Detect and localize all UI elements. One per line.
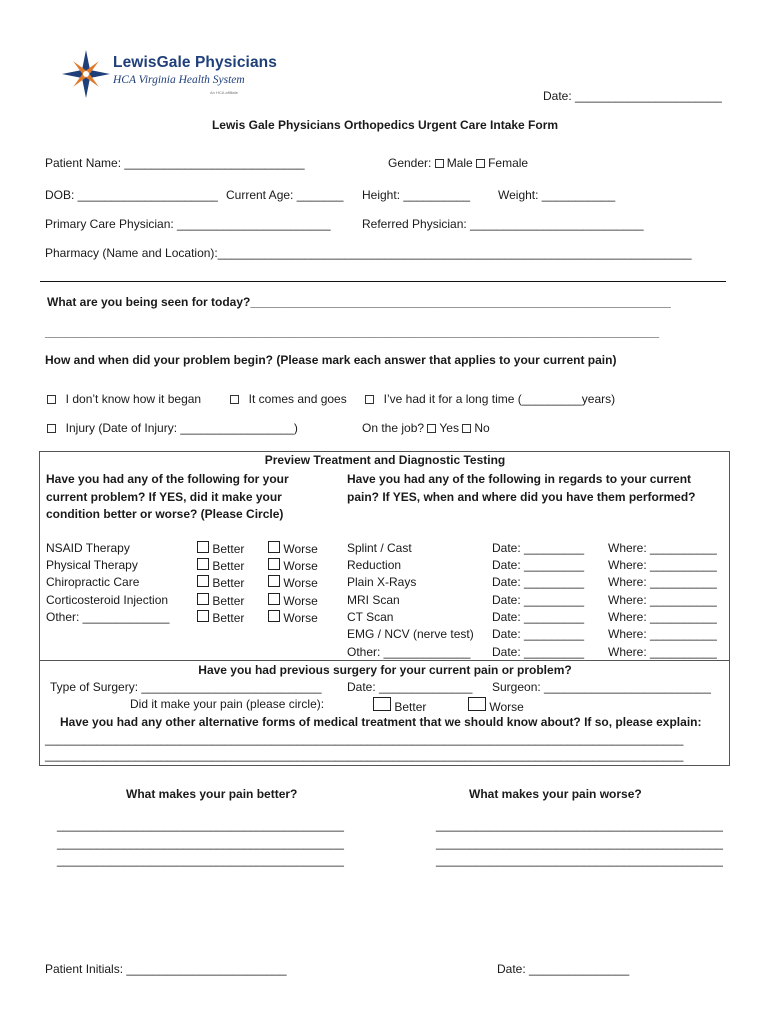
worse-label: Worse	[283, 559, 318, 573]
height-field[interactable]: Height: __________	[362, 188, 471, 202]
right-question-line: pain? If YES, when and where did you have them performed?	[347, 489, 696, 504]
pain-worse-line[interactable]: ___________________________________________	[436, 818, 723, 832]
right-question-line: Have you had any of the following in regards to your current	[347, 472, 692, 486]
date-field[interactable]: Date: ______________________	[543, 89, 722, 103]
female-label: Female	[488, 156, 529, 170]
test-date-field[interactable]: Date: _________	[492, 541, 585, 555]
treatment-label: Corticosteroid Injection	[46, 593, 169, 607]
on-job-label: On the job?	[362, 421, 425, 435]
worse-checkbox[interactable]	[268, 610, 280, 622]
comes-goes-checkbox[interactable]	[230, 395, 239, 404]
treatment-label: NSAID Therapy	[46, 541, 130, 555]
surgery-better-option[interactable]	[373, 697, 426, 714]
injury-label: Injury (Date of Injury: _________________)	[65, 421, 298, 435]
surgeon-field[interactable]: Surgeon: _________________________	[492, 680, 711, 694]
better-label: Better	[212, 594, 245, 608]
worse-option[interactable]	[268, 541, 318, 556]
surgery-better-label: Better	[394, 700, 427, 714]
test-date-field[interactable]: Date: _________	[492, 645, 585, 659]
pain-better-label: What makes your pain better?	[126, 787, 298, 801]
treatment-label[interactable]: Other: _____________	[46, 610, 170, 624]
footer-date-field[interactable]: Date: _______________	[497, 962, 630, 976]
on-job-no-checkbox[interactable]	[462, 424, 471, 433]
box-mid-border	[39, 660, 730, 661]
test-date-field[interactable]: Date: _________	[492, 575, 585, 589]
test-label: Reduction	[347, 558, 402, 572]
test-where-field[interactable]: Where: __________	[608, 627, 717, 641]
surgery-better-checkbox[interactable]	[373, 697, 391, 711]
divider	[40, 281, 726, 282]
referred-physician-field[interactable]: Referred Physician: __________________________	[362, 217, 644, 231]
test-where-field[interactable]: Where: __________	[608, 593, 717, 607]
dont-know-checkbox[interactable]	[47, 395, 56, 404]
gender-field	[388, 156, 528, 170]
worse-option[interactable]	[268, 610, 318, 625]
brand-tagline: An HCA affiliate	[210, 90, 238, 95]
weight-field[interactable]: Weight: ___________	[498, 188, 616, 202]
pain-worse-line[interactable]: ___________________________________________	[436, 853, 723, 867]
pcp-field[interactable]: Primary Care Physician: _______________________	[45, 217, 331, 231]
better-checkbox[interactable]	[197, 575, 209, 587]
left-question-line: Have you had any of the following for your	[46, 472, 289, 486]
yes-label: Yes	[439, 421, 459, 435]
better-checkbox[interactable]	[197, 593, 209, 605]
left-question	[46, 471, 289, 524]
patient-initials-field[interactable]: Patient Initials: ________________________	[45, 962, 287, 976]
test-where-field[interactable]: Where: __________	[608, 610, 717, 624]
pain-worse-label: What makes your pain worse?	[469, 787, 642, 801]
test-date-field[interactable]: Date: _________	[492, 627, 585, 641]
current-age-field[interactable]: Current Age: _______	[226, 188, 344, 202]
test-where-field[interactable]: Where: __________	[608, 645, 717, 659]
better-label: Better	[212, 559, 245, 573]
test-label[interactable]: Other: _____________	[347, 645, 471, 659]
test-label: Plain X-Rays	[347, 575, 417, 589]
pharmacy-field[interactable]: Pharmacy (Name and Location):_______________________________________________________________________	[45, 246, 692, 260]
seen-for-question[interactable]: What are you being seen for today?_______________________________________________________________	[47, 295, 671, 309]
how-when-question: How and when did your problem begin? (Please mark each answer that applies to your current pain)	[45, 353, 617, 367]
patient-name-field[interactable]: Patient Name: ___________________________	[45, 156, 305, 170]
male-label: Male	[446, 156, 473, 170]
worse-checkbox[interactable]	[268, 541, 280, 553]
surgery-worse-option[interactable]	[468, 697, 524, 714]
male-checkbox[interactable]	[435, 159, 444, 168]
gender-label: Gender:	[388, 156, 432, 170]
option-injury	[47, 421, 298, 435]
worse-checkbox[interactable]	[268, 558, 280, 570]
better-checkbox[interactable]	[197, 610, 209, 622]
option-dont-know	[47, 392, 201, 406]
box-bottom-border	[39, 765, 730, 766]
alt-treatment-line[interactable]: ___________________________________________________________________________________________________	[45, 749, 684, 762]
box-left-border	[39, 451, 40, 766]
surgery-worse-label: Worse	[489, 700, 524, 714]
surgery-type-field[interactable]: Type of Surgery: ___________________________	[50, 680, 322, 694]
surgery-worse-checkbox[interactable]	[468, 697, 486, 711]
better-option[interactable]	[197, 593, 244, 608]
surgery-outcome-label: Did it make your pain (please circle):	[130, 697, 325, 711]
worse-label: Worse	[283, 594, 318, 608]
pain-better-line[interactable]: ___________________________________________	[57, 836, 344, 850]
on-job-field	[362, 421, 490, 435]
dont-know-label: I don’t know how it began	[65, 392, 202, 406]
option-long-time	[365, 392, 615, 406]
female-checkbox[interactable]	[476, 159, 485, 168]
injury-checkbox[interactable]	[47, 424, 56, 433]
worse-option[interactable]	[268, 575, 318, 590]
test-date-field[interactable]: Date: _________	[492, 610, 585, 624]
left-question-line: condition better or worse? (Please Circle)	[46, 507, 284, 521]
test-where-field[interactable]: Where: __________	[608, 541, 717, 555]
option-comes-goes	[230, 392, 347, 406]
brand-subtitle: HCA Virginia Health System	[113, 74, 245, 86]
alt-treatment-line[interactable]: ___________________________________________________________________________________________________	[45, 733, 684, 746]
better-label: Better	[212, 542, 245, 556]
test-label: EMG / NCV (nerve test)	[347, 627, 474, 641]
test-date-field[interactable]: Date: _________	[492, 593, 585, 607]
surgery-date-field[interactable]: Date: ______________	[347, 680, 473, 694]
pain-better-line[interactable]: ___________________________________________	[57, 818, 344, 832]
worse-label: Worse	[283, 611, 318, 625]
test-date-field[interactable]: Date: _________	[492, 558, 585, 572]
brand-name: LewisGale Physicians	[113, 54, 277, 71]
better-option[interactable]	[197, 541, 244, 556]
test-label: MRI Scan	[347, 593, 400, 607]
right-question	[347, 471, 696, 506]
no-label: No	[474, 421, 490, 435]
testing-section-title: Preview Treatment and Diagnostic Testing	[264, 453, 506, 467]
treatment-label: Chiropractic Care	[46, 575, 140, 589]
comes-goes-label: It comes and goes	[248, 392, 347, 406]
treatment-label: Physical Therapy	[46, 558, 138, 572]
long-time-checkbox[interactable]	[365, 395, 374, 404]
seen-for-line[interactable]: ____________________________________________________________________________________________	[45, 325, 659, 339]
on-job-yes-checkbox[interactable]	[427, 424, 436, 433]
surgery-question: Have you had previous surgery for your current pain or problem?	[198, 663, 572, 677]
alt-treatment-question: Have you had any other alternative forms of medical treatment that we should know about? If so, please explain:	[60, 715, 702, 729]
long-time-label: I’ve had it for a long time (_________years)	[383, 392, 616, 406]
test-where-field[interactable]: Where: __________	[608, 575, 717, 589]
worse-checkbox[interactable]	[268, 575, 280, 587]
pain-worse-line[interactable]: ___________________________________________	[436, 836, 723, 850]
test-label: Splint / Cast	[347, 541, 412, 555]
worse-label: Worse	[283, 542, 318, 556]
box-right-border	[729, 451, 730, 766]
better-label: Better	[212, 576, 245, 590]
pain-better-line[interactable]: ___________________________________________	[57, 853, 344, 867]
left-question-line: current problem? If YES, did it make your	[46, 489, 282, 504]
box-top-border	[39, 451, 730, 452]
better-checkbox[interactable]	[197, 541, 209, 553]
worse-checkbox[interactable]	[268, 593, 280, 605]
test-label: CT Scan	[347, 610, 394, 624]
better-label: Better	[212, 611, 245, 625]
worse-label: Worse	[283, 576, 318, 590]
better-checkbox[interactable]	[197, 558, 209, 570]
test-where-field[interactable]: Where: __________	[608, 558, 717, 572]
form-title: Lewis Gale Physicians Orthopedics Urgent Care Intake Form	[211, 118, 559, 132]
better-option[interactable]	[197, 558, 244, 573]
logo	[60, 48, 300, 100]
star-logo-icon	[60, 48, 112, 100]
worse-option[interactable]	[268, 558, 318, 573]
dob-field[interactable]: DOB: _____________________	[45, 188, 218, 202]
worse-option[interactable]	[268, 593, 318, 608]
better-option[interactable]	[197, 575, 244, 590]
better-option[interactable]	[197, 610, 244, 625]
